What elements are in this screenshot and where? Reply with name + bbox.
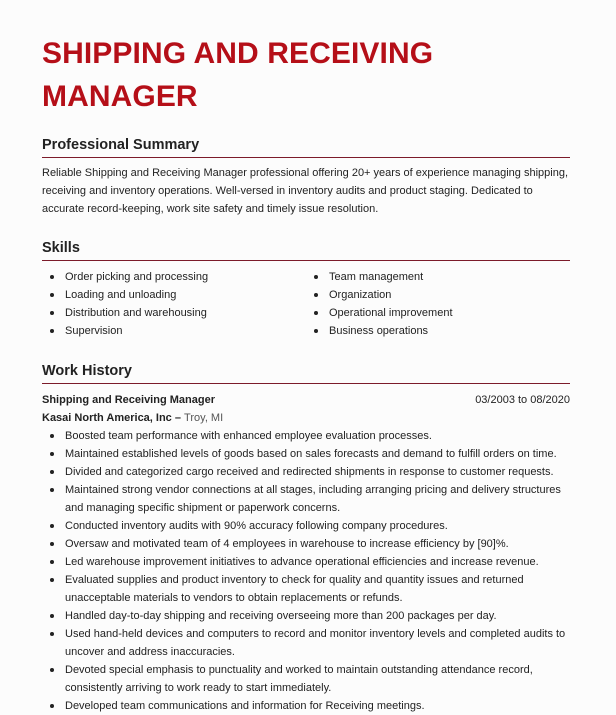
summary-text: Reliable Shipping and Receiving Manager professional offering 20+ years of experience managing shipping, receiving and inventory operations. Well-versed in inventory audits and product staging. Dedicated to accurate record-keeping, work site safety and timely issue resolution. xyxy=(42,167,568,215)
responsibility-item: Led warehouse improvement initiatives to advance operational efficiencies and increase revenue. xyxy=(42,553,570,571)
responsibility-item: Developed team communications and information for Receiving meetings. xyxy=(42,697,570,715)
responsibility-item: Divided and categorized cargo received and redirected shipments in response to customer requests. xyxy=(42,463,570,481)
skill-item: Supervision xyxy=(42,322,306,340)
skills-column-left xyxy=(42,268,306,340)
responsibility-item: Maintained strong vendor connections at all stages, including arranging pricing and delivery structures and managing specific shipment or paperwork concerns. xyxy=(42,481,570,517)
responsibility-item: Conducted inventory audits with 90% accuracy following company procedures. xyxy=(42,517,570,535)
job-dates: 03/2003 to 08/2020 xyxy=(475,394,570,406)
title-line-2: MANAGER xyxy=(42,80,198,113)
responsibility-item: Oversaw and motivated team of 4 employees in warehouse to increase efficiency by [90]%. xyxy=(42,535,570,553)
skill-item: Business operations xyxy=(306,322,570,340)
responsibility-item: Boosted team performance with enhanced employee evaluation processes. xyxy=(42,427,570,445)
company-location: Troy, MI xyxy=(184,412,224,424)
work-history-section xyxy=(42,362,570,715)
skill-item: Operational improvement xyxy=(306,304,570,322)
skill-item: Organization xyxy=(306,286,570,304)
responsibility-item: Handled day-to-day shipping and receiving overseeing more than 200 packages per day. xyxy=(42,607,570,625)
job-title: Shipping and Receiving Manager xyxy=(42,394,215,406)
job-responsibilities xyxy=(42,427,570,715)
skills-section xyxy=(42,239,570,340)
job-header xyxy=(42,391,570,409)
section-heading-skills: Skills xyxy=(42,239,570,261)
responsibility-item: Maintained established levels of goods based on sales forecasts and demand to fulfill orders on time. xyxy=(42,445,570,463)
skill-item: Team management xyxy=(306,268,570,286)
responsibility-item: Devoted special emphasis to punctuality and worked to maintain outstanding attendance record, consistently arriving to work ready to start immediately. xyxy=(42,661,570,697)
job-entry xyxy=(42,391,570,715)
section-heading-summary: Professional Summary xyxy=(42,136,570,158)
title-line-1: SHIPPING AND RECEIVING xyxy=(42,37,434,70)
company-separator: – xyxy=(171,412,185,424)
resume-page xyxy=(42,0,570,715)
resume-title xyxy=(42,0,570,118)
skills-column-right xyxy=(306,268,570,340)
skill-item: Loading and unloading xyxy=(42,286,306,304)
skill-item: Distribution and warehousing xyxy=(42,304,306,322)
section-heading-work-history: Work History xyxy=(42,362,570,384)
company-name: Kasai North America, Inc xyxy=(42,412,172,424)
responsibility-item: Evaluated supplies and product inventory to check for quality and quantity issues and returned unacceptable materials to vendors to obtain replacements or refunds. xyxy=(42,571,570,607)
professional-summary-section xyxy=(42,136,570,218)
responsibility-item: Used hand-held devices and computers to record and monitor inventory levels and completed audits to uncover and address inaccuracies. xyxy=(42,625,570,661)
company-line xyxy=(42,409,570,427)
skills-grid xyxy=(42,268,570,340)
skill-item: Order picking and processing xyxy=(42,268,306,286)
